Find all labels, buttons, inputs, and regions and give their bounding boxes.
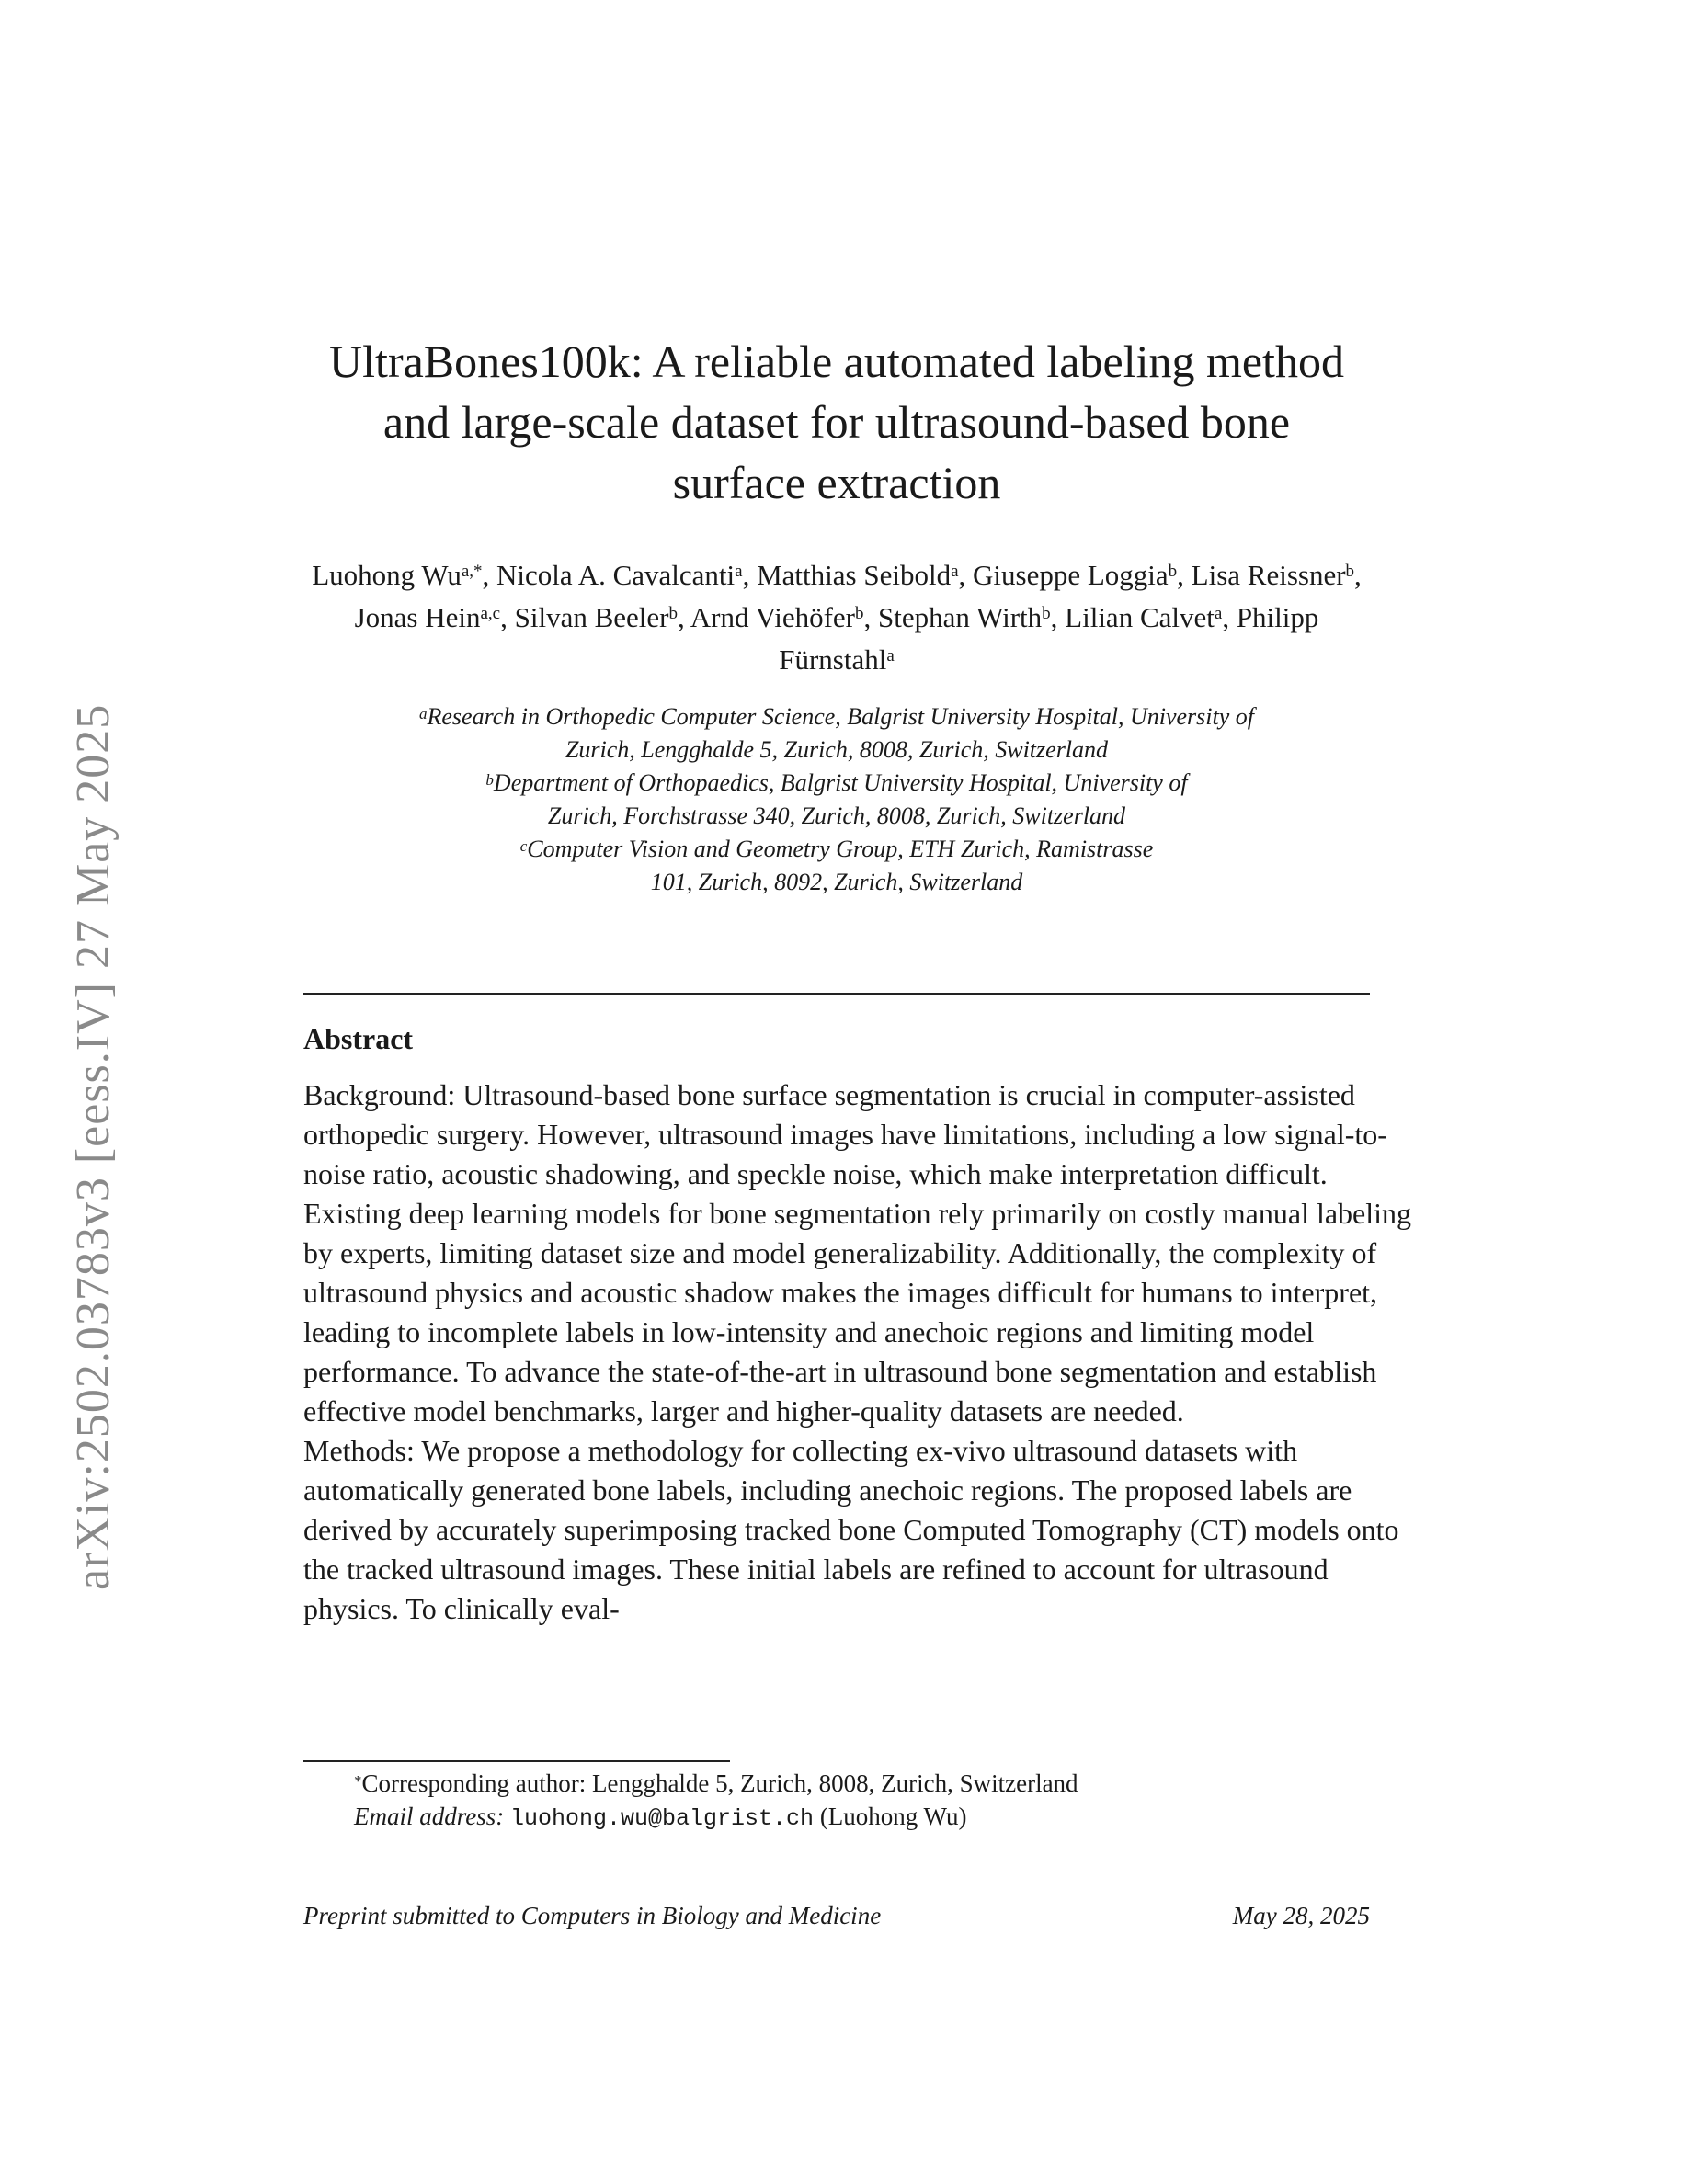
author-affiliation-marker: a [1214,604,1223,623]
email-label: Email address: [354,1803,505,1830]
title-line: UltraBones100k: A reliable automated labeling method [329,336,1344,387]
author-name: Stephan Wirth [878,601,1043,633]
author-name: Lisa Reissner [1191,559,1346,591]
affiliation-c-cont: 101, Zurich, 8092, Zurich, Switzerland [650,869,1023,895]
footnote-marker: * [354,1772,362,1790]
author-name: Lilian Calvet [1065,601,1215,633]
abstract-background: Background: Ultrasound-based bone surface segmentation is crucial in computer-assisted orthopedic surgery. However, ultrasound images have limitations, including a low signal-to-noise ratio, acoustic shadowing, and speckle noise, which make interpretation difficult. Existing deep learning models for bone segmentation rely primarily on costly manual labeling by experts, limiting dataset size and model generalizability. Additionally, the complexity of ultrasound physics and acoustic shadow makes the images difficult for humans to interpret, leading to incomplete labels in low-intensity and anechoic regions and limiting model performance. To advance the state-of-the-art in ultrasound bone segmentation and establish effective model benchmarks, larger and higher-quality datasets are needed. [303,1078,1412,1428]
author-name: Nicola A. Cavalcanti [496,559,736,591]
author-name: Giuseppe Loggia [973,559,1169,591]
affiliation-a [276,700,1397,734]
author-affiliation-marker: b [1345,562,1355,581]
email-address-link[interactable]: luohong.wu@balgrist.ch [510,1805,815,1832]
affiliation-marker: b [485,771,494,789]
abstract-heading: Abstract [303,1022,414,1055]
corresponding-author-text: Corresponding author: Lengghalde 5, Zurich, 8008, Zurich, Switzerland [361,1769,1078,1797]
author-name: Silvan Beeler [514,601,669,633]
author-affiliation-marker: a [735,562,743,581]
author-name: Luohong Wu [312,559,462,591]
title-line: surface extraction [672,457,1001,508]
author-affiliation-marker: a,* [461,562,483,581]
author-affiliation-marker: a [886,646,895,665]
author-list: Luohong $Wu^{a,*}$, Nicola A. Cavalcanti$^a$, Matthias Seibold$^a$, Giuseppe Loggia$^b$, Lisa Reissner$^b$, Jonas Hein$^{a,c}$, Silvan Beeler$^b$, Arnd Viehöfer$^b$, Stephan Wirth$^b$, Lilian Calvet$^a$, Philipp Fürnstahl$^a$ [312,559,1362,676]
corresponding-author-note [354,1767,1078,1800]
affiliations [276,700,1397,899]
author-affiliation-marker: a,c [480,604,501,623]
affiliation-marker: c [519,837,528,855]
paper-title [257,331,1416,513]
author-name: Philipp Fürnstahl [779,601,1319,676]
affiliation-c [276,833,1397,866]
affiliation-b-cont: Zurich, Forchstrasse 340, Zurich, 8008, Zurich, Switzerland [547,802,1126,829]
affiliation-text: Research in Orthopedic Computer Science, Balgrist University Hospital, University of [427,703,1254,730]
author-affiliation-marker: b [1168,562,1178,581]
footnote-divider [303,1760,730,1762]
author-affiliation-marker: b [668,604,678,623]
abstract-methods: Methods: We propose a methodology for collecting ex-vivo ultrasound datasets with automatically generated bone labels, including anechoic regions. The proposed labels are derived by accurately superimposing tracked bone Computed Tomography (CT) models onto the tracked ultrasound images. These initial labels are refined to account for ultrasound physics. To clinically eval- [303,1434,1399,1625]
title-line: and large-scale dataset for ultrasound-based bone [382,396,1291,448]
abstract-divider [303,993,1370,995]
author-name: Arnd Viehöfer [690,601,856,633]
email-owner: (Luohong Wu) [819,1803,967,1830]
affiliation-text: Computer Vision and Geometry Group, ETH Zurich, Ramistrasse [527,836,1154,862]
abstract-body [303,1075,1423,1629]
author-name: Jonas Hein [354,601,481,633]
affiliation-marker: a [419,705,428,722]
footnote [354,1767,1078,1836]
affiliation-text: Department of Orthopaedics, Balgrist University Hospital, University of [493,769,1188,796]
arxiv-identifier-stamp: arXiv:2502.03783v3 [eess.IV] 27 May 2025 [67,703,120,1590]
affiliation-b [276,767,1397,800]
affiliation-a-cont: Zurich, Lengghalde 5, Zurich, 8008, Zurich, Switzerland [565,736,1109,763]
author-name: Matthias Seibold [757,559,952,591]
footer-date: May 28, 2025 [1232,1902,1370,1929]
email-line [354,1800,1078,1836]
author-affiliation-marker: b [855,604,864,623]
author-affiliation-marker: a [951,562,959,581]
author-affiliation-marker: b [1042,604,1051,623]
preprint-note: Preprint submitted to Computers in Biology and Medicine [303,1902,882,1929]
